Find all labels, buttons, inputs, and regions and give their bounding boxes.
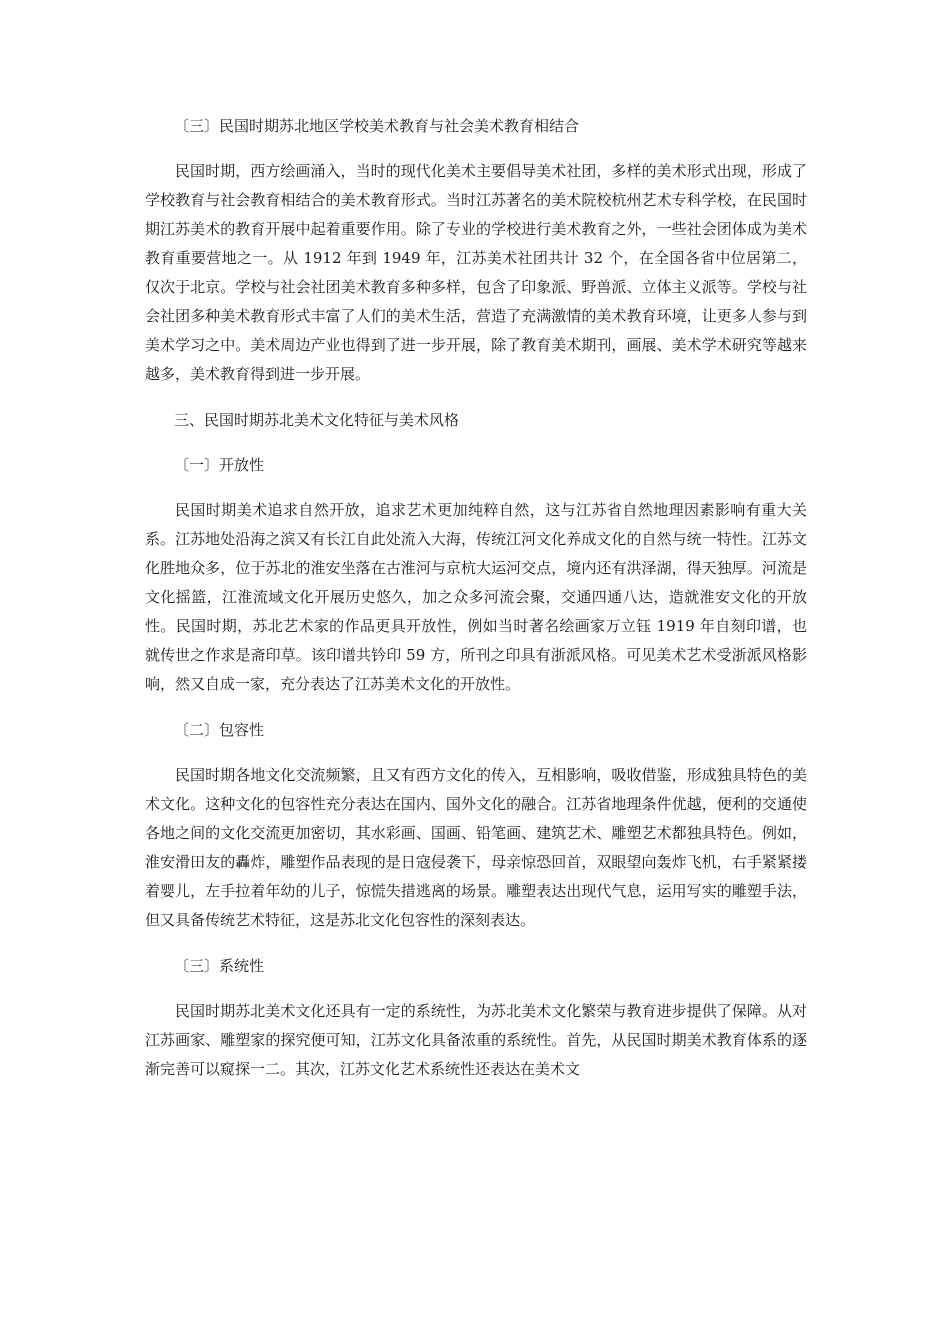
section-heading-openness: 〔一〕开放性 bbox=[174, 456, 265, 474]
paragraph-school-social-education: 民国时期，西方绘画涌入，当时的现代化美术主要倡导美术社团，多样的美术形式出现，形成了学校教育与社会教育相结合的美术教育形式。当时江苏著名的美术院校杭州艺术专科学校，在民国时期江苏美术的教育开展中起着重要作用。除了专业的学校进行美术教育之外，一些社会团体成为美术教育重要营地之一。从 1912 年到 1949 年，江苏美术社团共计 32 个，在全国各省中位居第二，仅次于北京。学校与社会社团美术教育多种多样，包含了印象派、野兽派、立体主义派等。学校与社会社团多种美术教育形式丰富了人们的美术生活，营造了充满激情的美术教育环境，让更多人参与到美术学习之中。美术周边产业也得到了进一步开展，除了教育美术期刊，画展、美术学术研究等越来越多，美术教育得到进一步开展。 bbox=[145, 162, 807, 383]
section-heading-systematic: 〔三〕系统性 bbox=[174, 957, 265, 975]
document-page bbox=[145, 112, 807, 1084]
section-heading-school-social-education: 〔三〕民国时期苏北地区学校美术教育与社会美术教育相结合 bbox=[174, 117, 580, 135]
section-heading-inclusiveness: 〔二〕包容性 bbox=[174, 721, 265, 739]
paragraph-inclusiveness: 民国时期各地文化交流频繁，且又有西方文化的传入，互相影响，吸收借鉴，形成独具特色的美术文化。这种文化的包容性充分表达在国内、国外文化的融合。江苏省地理条件优越，便利的交通使各地之间的文化交流更加密切，其水彩画、国画、铅笔画、建筑艺术、雕塑艺术都独具特色。例如，淮安滑田友的轟炸，雕塑作品表现的是日寇侵袭下，母亲惊恐回首，双眼望向轰炸飞机，右手紧紧搂着婴儿，左手拉着年幼的儿子，惊慌失措逃离的场景。雕塑表达出现代气息，运用写实的雕塑手法，但又具备传统艺术特征，这是苏北文化包容性的深刻表达。 bbox=[145, 766, 807, 929]
paragraph-systematic: 民国时期苏北美术文化还具有一定的系统性，为苏北美术文化繁荣与教育进步提供了保障。从对江苏画家、雕塑家的探究便可知，江苏文化具备浓重的系统性。首先，从民国时期美术教育体系的逐渐完善可以窥探一二。其次，江苏文化艺术系统性还表达在美术文 bbox=[145, 1002, 807, 1078]
chapter-heading-art-features: 三、民国时期苏北美术文化特征与美术风格 bbox=[174, 411, 460, 429]
paragraph-openness: 民国时期美术追求自然开放，追求艺术更加纯粹自然，这与江苏省自然地理因素影响有重大关系。江苏地处沿海之滨又有长江自此处流入大海，传统江河文化养成文化的自然与统一特性。江苏文化胜地众多，位于苏北的淮安坐落在古淮河与京杭大运河交点，境内还有洪泽湖，得天独厚。河流是文化摇篮，江淮流域文化开展历史悠久，加之众多河流会聚，交通四通八达，造就淮安文化的开放性。民国时期，苏北艺术家的作品更具开放性，例如当时著名绘画家万立钰 1919 年自刻印谱，也就传世之作求是斋印草。该印谱共钤印 59 方，所刊之印具有浙派风格。可见美术艺术受浙派风格影响，然又自成一家，充分表达了江苏美术文化的开放性。 bbox=[145, 501, 807, 693]
